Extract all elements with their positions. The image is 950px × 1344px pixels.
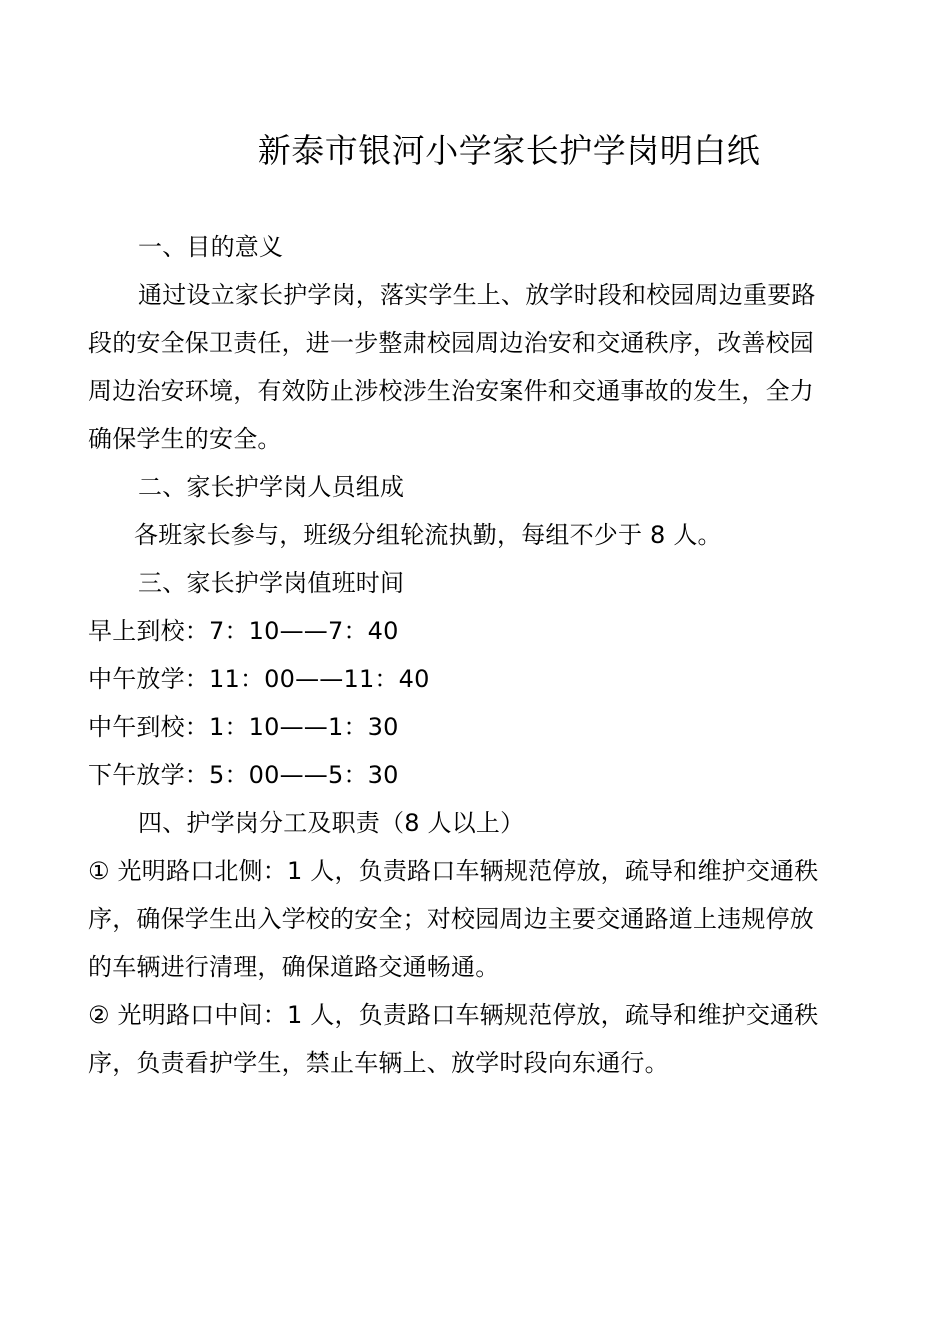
duty-line: 的车辆进行清理，确保道路交通畅通。 [88,953,500,981]
section-heading-purpose: 一、目的意义 [138,233,284,261]
schedule-item-noon-dismissal: 中午放学：11：00——11：40 [88,665,430,693]
paragraph-line: 周边治安环境，有效防止涉校涉生治安案件和交通事故的发生，全力 [88,377,814,405]
schedule-item-morning-arrival: 早上到校：7：10——7：40 [88,617,399,645]
paragraph-line: 段的安全保卫责任，进一步整肃校园周边治安和交通秩序，改善校园 [88,329,814,357]
paragraph-line: 确保学生的安全。 [88,425,282,453]
schedule-item-noon-arrival: 中午到校：1：10——1：30 [88,713,399,741]
section-text-members: 各班家长参与，班级分组轮流执勤，每组不少于 8 人。 [134,521,722,549]
section-heading-duties: 四、护学岗分工及职责（8 人以上） [138,809,525,837]
schedule-item-afternoon-dismissal: 下午放学：5：00——5：30 [88,761,399,789]
duty-item-middle [88,991,858,1087]
section-heading-members: 二、家长护学岗人员组成 [138,473,405,501]
schedule-list [88,607,858,799]
document-body [88,223,858,1087]
paragraph-line: 通过设立家长护学岗，落实学生上、放学时段和校园周边重要路 [138,281,816,309]
duty-item-north [88,847,858,991]
duty-line: ① 光明路口北侧：1 人，负责路口车辆规范停放，疏导和维护交通秩 [88,857,819,885]
duty-line: 序，负责看护学生，禁止车辆上、放学时段向东通行。 [88,1049,669,1077]
duty-line: 序，确保学生出入学校的安全；对校园周边主要交通路道上违规停放 [88,905,814,933]
document-title: 新泰市银河小学家长护学岗明白纸 [257,131,761,170]
duty-line: ② 光明路口中间：1 人，负责路口车辆规范停放，疏导和维护交通秩 [88,1001,819,1029]
section-paragraph-purpose [88,271,858,463]
section-heading-schedule: 三、家长护学岗值班时间 [138,569,405,597]
